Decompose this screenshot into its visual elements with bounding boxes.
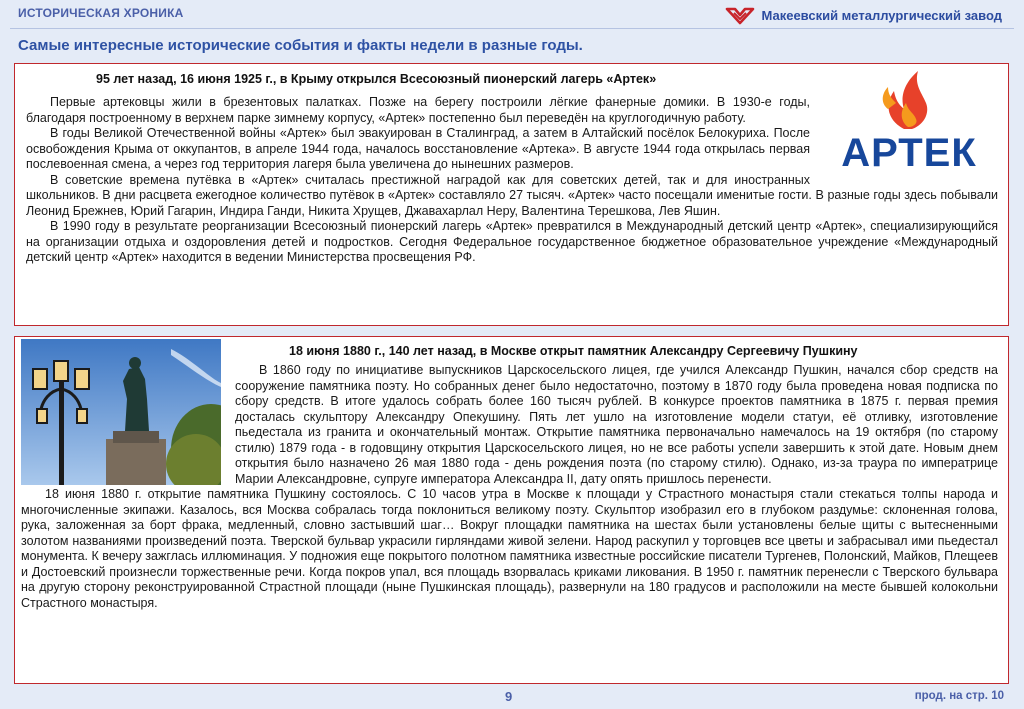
- company-brand: [725, 5, 1002, 25]
- paragraph: Первые артековцы жили в брезентовых палатках. Позже на берегу построили лёгкие фанерные домики. В 1930-е годы, благодаря построенному в верхнем парке зимнему корпусу, «Артек» постепенно был переведён на круглогодичную работу.: [26, 95, 810, 125]
- article-title: 95 лет назад, 16 июня 1925 г., в Крыму открылся Всесоюзный пионерский лагерь «Артек»: [96, 72, 657, 86]
- article-title: 18 июня 1880 г., 140 лет назад, в Москве открыт памятник Александру Сергеевичу Пушкину: [289, 344, 858, 358]
- pushkin-monument-photo: [21, 339, 221, 485]
- article-body: [21, 363, 998, 611]
- paragraph: 18 июня 1880 г. открытие памятника Пушкину состоялось. С 10 часов утра в Москве к площади у Страстного монастыря стали стекаться толпы народа и многочисленные экипажи. Казалось, вся Москва собралась тогда поклониться великому поэту. Скульптор изобразил его в глубоком раздумье: склоненная голова, рука, заложенная за борт фрака, медленный, словно застывший шаг… Вокруг площадки памятника на шестах были установлены белые щиты с вытесненными золотом названиями произведений поэта. Тверской бульвар украсили гирляндами живой зелени. Народ раскупил у торговцев все цветы и забрасывал ими пьедестал монумента. К вечеру зажглась иллюминация. У подножия еще покрытого полотном памятника известные российские писатели Тургенев, Полонский, Майков, Плещеев и Достоевский произнесли торжественные речи. Когда покров упал, вся площадь взорвалась криками ликования. В 1950 г. памятник перенесли с Тверского бульвара на другую сторону реконструированной Страстной площади (ныне Пушкинская площадь), развернули на 180 градусов и расположили на месте бывшей колокольни Страстного монастыря.: [21, 487, 998, 610]
- continued-note: прод. на стр. 10: [914, 690, 1004, 702]
- paragraph: В советские времена путёвка в «Артек» считалась престижной наградой как для советских детей, так и для иностранных школьников. В дни расцвета ежегодное количество путёвок в «Артек» составляло 27 тысяч. «Артек» часто посещали именитые гости. В разные годы здесь побывали Леонид Брежнев, Юрий Гагарин, Индира Ганди, Никита Хрущев, Джавахарлал Неру, Валентина Терешкова, Лев Яшин.: [26, 172, 998, 218]
- artek-logo-text: АРТЕК: [841, 131, 977, 175]
- article-body: [26, 95, 998, 266]
- company-name: Макеевский металлургический завод: [761, 7, 1002, 23]
- section-label: ИСТОРИЧЕСКАЯ ХРОНИКА: [18, 6, 184, 20]
- artek-flame-logo: [874, 69, 944, 131]
- page-headline: Самые интересные исторические события и факты недели в разные годы.: [18, 37, 583, 54]
- article-artek: [14, 63, 1009, 326]
- article-pushkin-monument: [14, 336, 1009, 684]
- paragraph: В годы Великой Отечественной войны «Артек» был эвакуирован в Сталинград, а затем в Алтайский посёлок Белокуриха. После освобождения Крыма от оккупантов, в апреле 1944 года, началось восстановление «Артека». В августе 1944 года открылась первая послевоенная смена, а через год территория лагеря была увеличена до нынешних размеров.: [26, 126, 810, 171]
- page-number: 9: [505, 689, 513, 704]
- artek-logo: [820, 67, 998, 186]
- divider: [10, 28, 1014, 29]
- company-logo-icon: [725, 5, 755, 25]
- paragraph: В 1860 году по инициативе выпускников Царскосельского лицея, где учился Александр Пушкин, начался сбор средств на сооружение памятника поэту. Но собранных денег было недостаточно, поэтому в 1870 году была проведена новая подписка по сбору средств. В итоге удалось собрать более 160 тысяч рублей. В конкурсе проектов памятника в 1875 г. первая премия досталась скульптору Александру Опекушину. Пять лет ушло на изготовление модели статуи, её отливку, изготовление пьедестала из гранита и окончательный монтаж. Открытие памятника первоначально намечалось на 19 октября (по старому стилю) 1879 года - в годовщину открытия Царскосельского лицея, но не все работы успели завершить к этой дате. Новым днем открытия было назначено 26 мая 1880 года - день рождения поэта (по старому стилю). Однако, из-за траура по императрице Марии Александровне, супруге императора Александра II, дату опять пришлось перенести.: [235, 363, 998, 486]
- paragraph: В 1990 году в результате реорганизации Всесоюзный пионерский лагерь «Артек» превратился в Международный детский центр «Артек», специализирующийся на организации отдыха и оздоровления детей и подростков. Сегодня Федеральное государственное бюджетное образовательное учреждение «Международный детский центр «Артек» находится в ведении Министерства просвещения РФ.: [26, 219, 998, 264]
- top-bar: [0, 0, 1024, 30]
